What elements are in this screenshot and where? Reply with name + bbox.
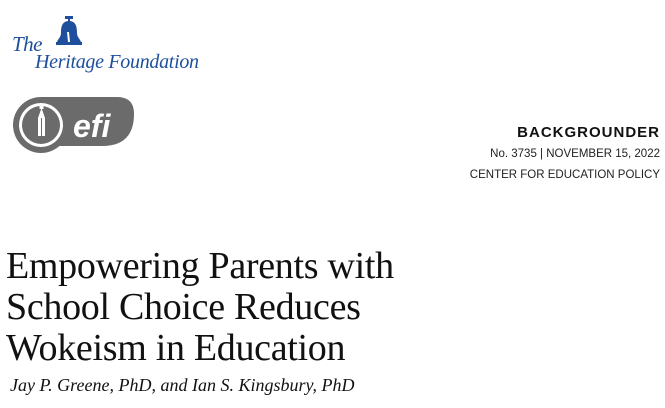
authors: Jay P. Greene, PhD, and Ian S. Kingsbury, PhD [10,375,355,395]
title-line: Wokeism in Education [6,327,346,369]
efi-badge-text: efi [73,108,111,144]
heritage-foundation-logo [10,14,210,72]
page-title [6,246,526,369]
efi-badge [12,96,136,154]
document-type: BACKGROUNDER [517,124,660,141]
title-line: School Choice Reduces [6,286,361,328]
document-meta [470,124,660,182]
document-center: CENTER FOR EDUCATION POLICY [469,169,660,181]
document-number-date: No. 3735 | NOVEMBER 15, 2022 [490,148,660,160]
org-prefix: The [12,32,42,56]
org-name: Heritage Foundation [35,51,199,73]
title-line: Empowering Parents with [6,245,394,287]
liberty-bell-icon [56,16,82,46]
